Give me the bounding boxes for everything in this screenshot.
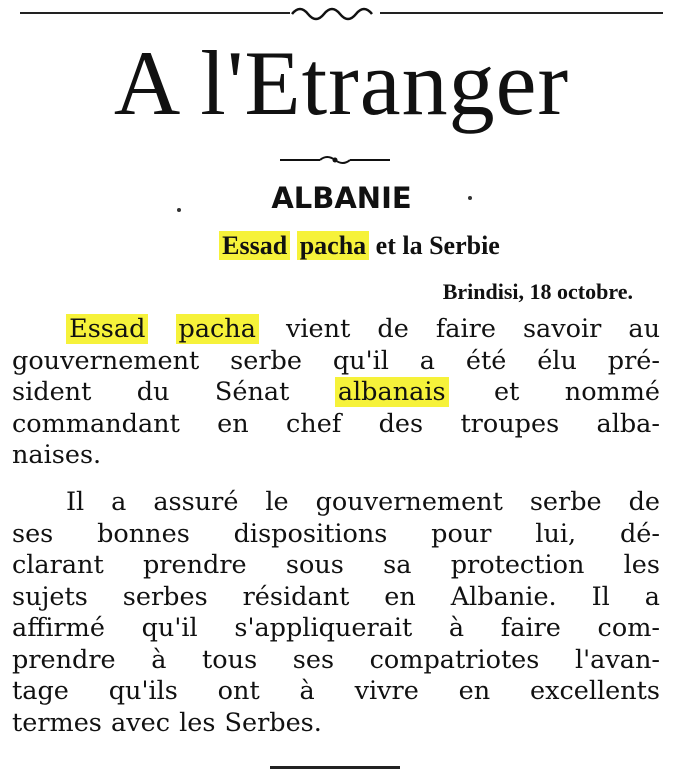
speck	[468, 196, 472, 200]
paragraph-line: naises.	[12, 440, 102, 470]
paragraph-1	[12, 314, 660, 472]
highlight: albanais	[335, 377, 449, 407]
text: Il a assuré le gouvernement serbe de	[65, 487, 660, 517]
paragraph-line: affirmé qu'il s'appliquerait à faire com-	[12, 613, 660, 643]
highlight: pacha	[176, 314, 259, 344]
paragraph-line: prendre à tous ses compatriotes l'avan-	[12, 644, 660, 675]
article-subtitle	[0, 228, 683, 264]
paragraph-line: tage qu'ils ont à vivre en excellents	[12, 676, 660, 706]
subtitle-text: et la Serbie	[375, 231, 500, 260]
dateline: Brindisi, 18 octobre.	[442, 279, 633, 304]
highlight: Essad	[66, 314, 148, 344]
highlight: Essad	[219, 231, 290, 260]
paragraph-line	[12, 487, 660, 519]
paragraph-line: termes avec les Serbes.	[12, 707, 322, 738]
paragraph-line: ses bonnes dispositions pour lui, dé-	[12, 518, 660, 549]
speck	[177, 208, 181, 212]
highlight: pacha	[297, 231, 369, 260]
page-title: A l'Etranger	[113, 32, 570, 134]
wave-ornament-icon	[290, 2, 380, 22]
paragraph-line: commandant en chef des troupes alba-	[12, 408, 660, 439]
text: vient de faire savoir au	[286, 314, 661, 344]
section-title: ALBANIE	[271, 181, 412, 215]
paragraph-line: sujets serbes résidant en Albanie. Il a	[12, 581, 660, 612]
paragraph-line: clarant prendre sous sa protection les	[12, 550, 660, 580]
bottom-rule	[270, 766, 400, 769]
paragraph-line: gouvernement serbe qu'il a été élu pré-	[12, 345, 660, 376]
paragraph-line	[12, 377, 660, 409]
paragraph-line	[12, 314, 660, 346]
text: et nommé	[494, 377, 661, 407]
paragraph-2	[12, 487, 660, 739]
text: sident du Sénat	[12, 377, 290, 407]
divider-ornament-icon	[280, 153, 390, 167]
